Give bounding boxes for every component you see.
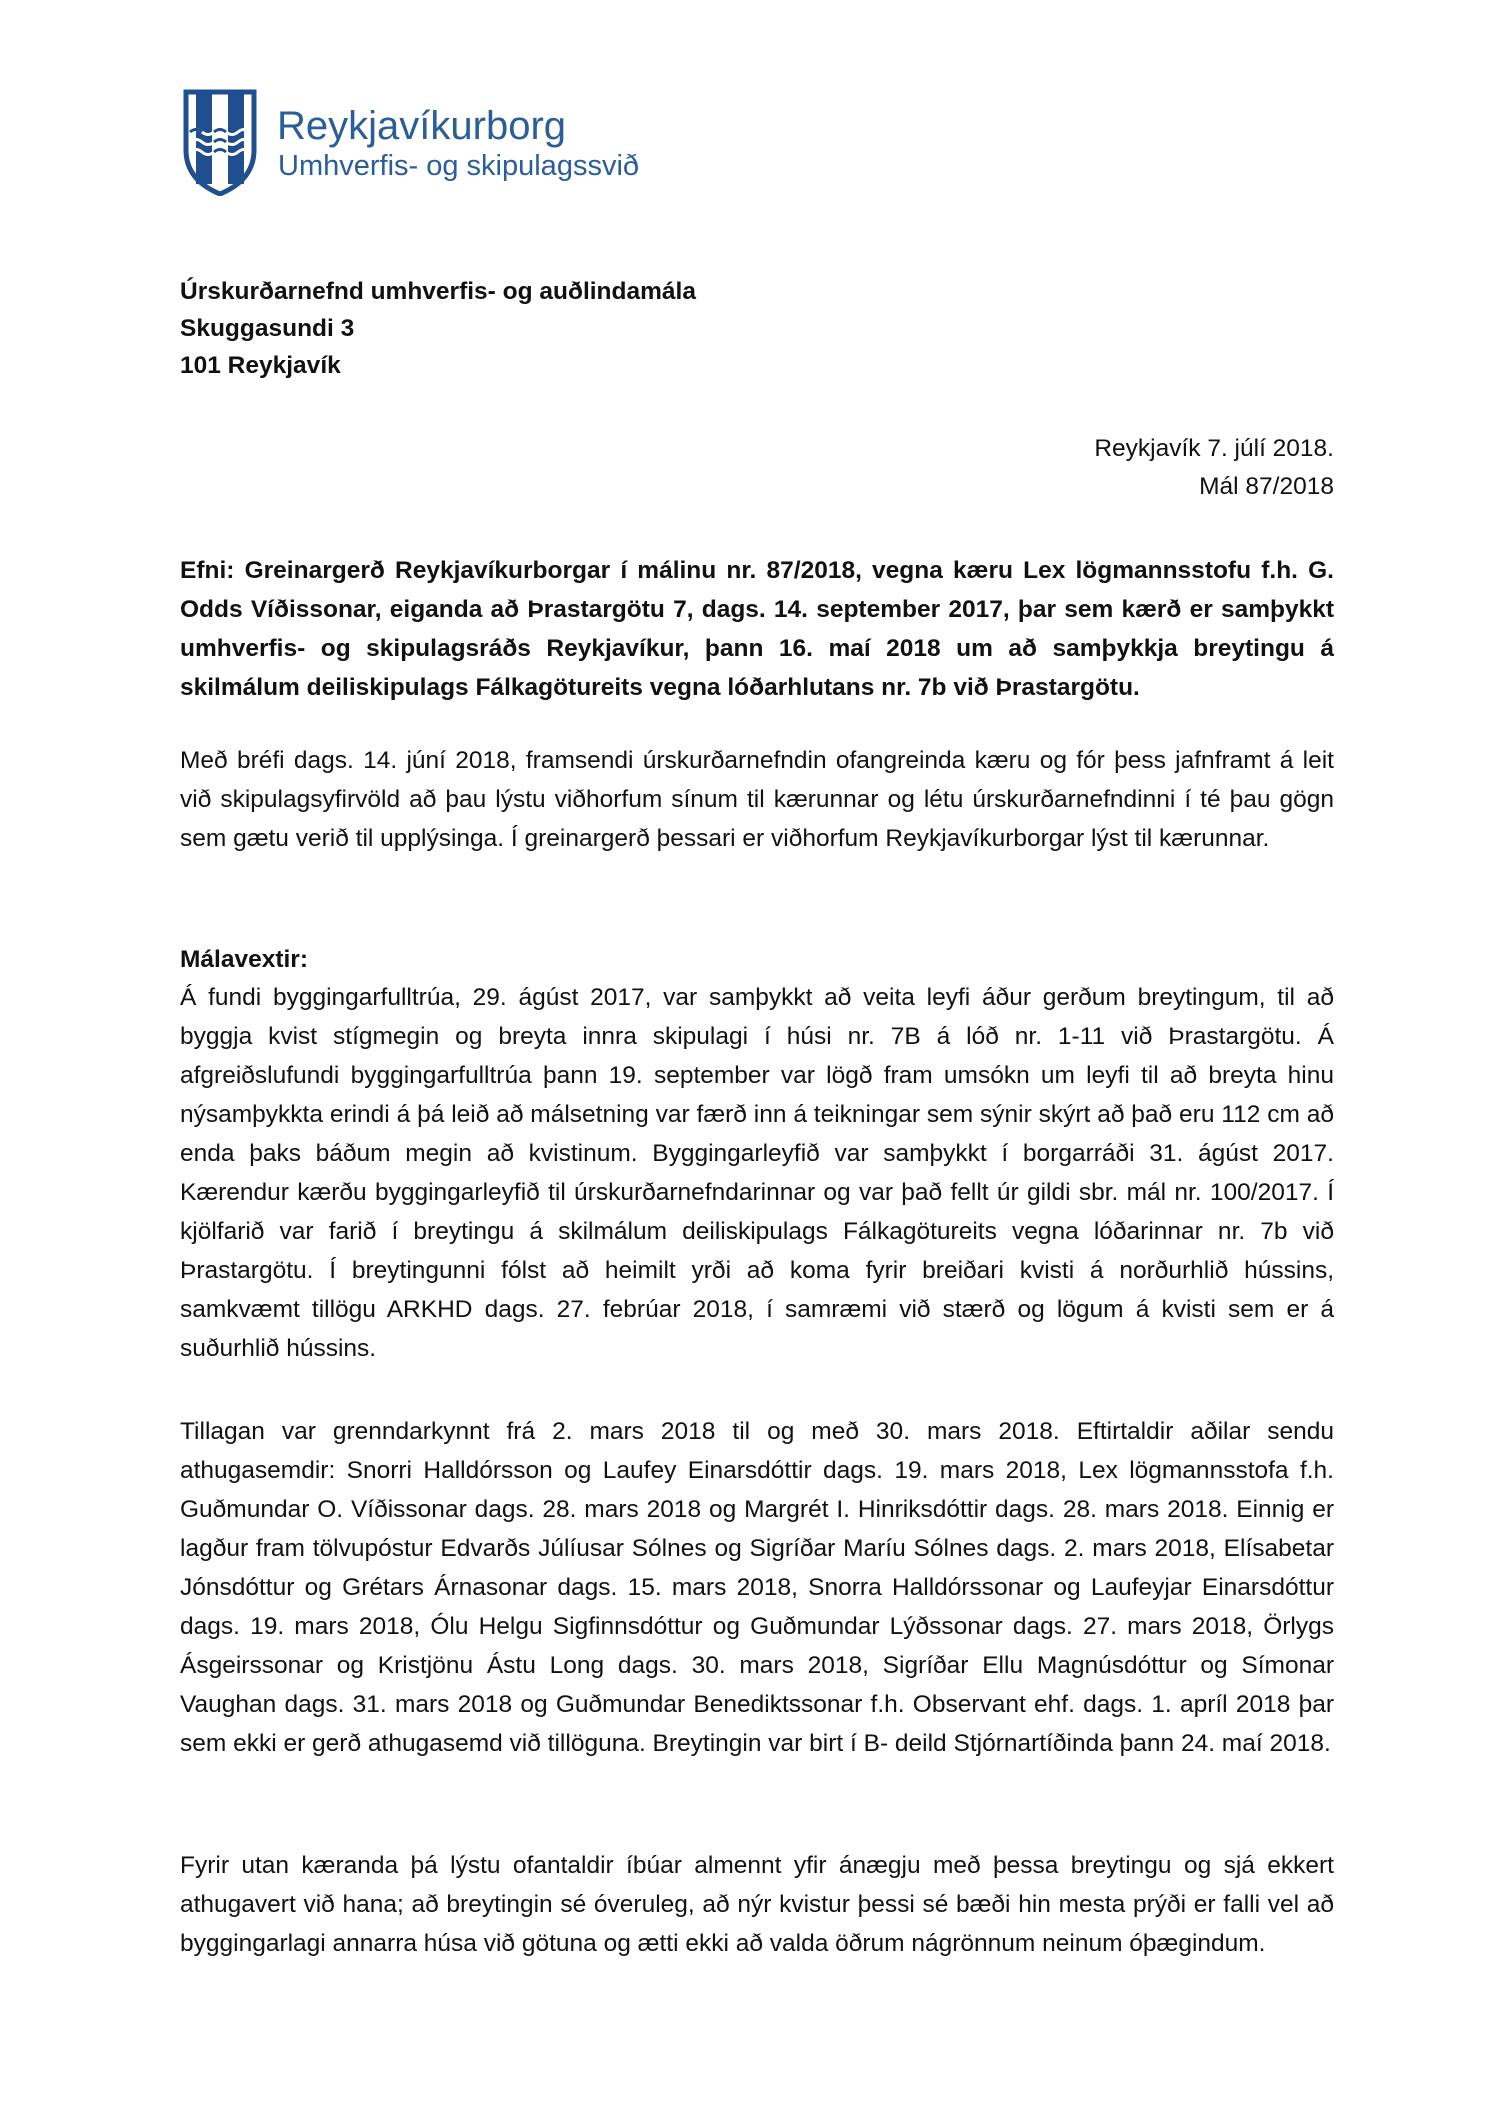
letter-date: Reykjavík 7. júlí 2018. — [1094, 435, 1334, 462]
recipient-address — [180, 273, 1334, 384]
logo — [182, 88, 640, 200]
body-paragraph-2: Á fundi byggingarfulltrúa, 29. ágúst 2017, var samþykkt að veita leyfi áður gerðum breytingum, til að byggja kvist stígmegin og breyta innra skipulagi í húsi nr. 7B á lóð nr. 1-11 við Þrastargötu. Á afgreiðslufundi byggingarfulltrúa þann 19. september var lögð fram umsókn um leyfi til að breyta hinu nýsamþykkta erindi á þá leið að málsetning var færð inn á teikningar sem sýnir skýrt að það eru 112 cm að enda þaks báðum megin að kvistinum. Byggingarleyfið var samþykkt í borgarráði 31. ágúst 2017. Kærendur kærðu byggingarleyfið til úrskurðarnefndarinnar og var það fellt úr gildi sbr. mál nr. 100/2017. Í kjölfarið var farið í breytingu á skilmálum deiliskipulags Fálkagötureits vegna lóðarinnar nr. 7b við Þrastargötu. Í breytingunni fólst að heimilt yrði að koma fyrir breiðari kvisti á norðurhlið hússins, samkvæmt tillögu ARKHD dags. 27. febrúar 2018, í samræmi við stærð og lögum á kvisti sem er á suðurhlið hússins. — [180, 984, 1334, 1362]
case-number: Mál 87/2018 — [1199, 473, 1334, 500]
recipient-line-2: Skuggasundi 3 — [180, 315, 355, 342]
logo-name: Reykjavíkurborg — [277, 104, 567, 148]
reykjavik-shield-icon — [182, 88, 258, 196]
date-block — [1094, 430, 1334, 506]
subject-line: Efni: Greinargerð Reykjavíkurborgar í málinu nr. 87/2018, vegna kæru Lex lögmannsstofu f.h. G. Odds Víðissonar, eiganda að Þrastargötu 7, dags. 14. september 2017, þar sem kærð er samþykkt umhverfis- og skipulagsráðs Reykjavíkur, þann 16. maí 2018 um að samþykkja breytingu á skilmálum deiliskipulags Fálkagötureits vegna lóðarhlutans nr. 7b við Þrastargötu. — [180, 557, 1334, 701]
body-paragraph-4: Fyrir utan kæranda þá lýstu ofantaldir íbúar almennt yfir ánægju með þessa breytingu og sjá ekkert athugavert við hana; að breytingin sé óveruleg, að nýr kvistur þessi sé bæði hin mesta prýði er falli vel að byggingarlagi annarra húsa við götuna og ætti ekki að valda öðrum nágrönnum neinum óþægindum. — [180, 1852, 1334, 1957]
recipient-line-1: Úrskurðarnefnd umhverfis- og auðlindamála — [180, 278, 696, 305]
logo-subtitle: Umhverfis- og skipulagssvið — [278, 150, 640, 182]
body-paragraph-1: Með bréfi dags. 14. júní 2018, framsendi úrskurðarnefndin ofangreinda kæru og fór þess jafnframt á leit við skipulagsyfirvöld að þau lýstu viðhorfum sínum til kærunnar og létu úrskurðarnefndinni í té þau gögn sem gætu verið til upplýsinga. Í greinargerð þessari er viðhorfum Reykjavíkurborgar lýst til kærunnar. — [180, 747, 1334, 852]
recipient-line-3: 101 Reykjavík — [180, 352, 341, 379]
body-paragraph-3: Tillagan var grenndarkynnt frá 2. mars 2018 til og með 30. mars 2018. Eftirtaldir aðilar sendu athugasemdir: Snorri Halldórsson og Laufey Einarsdóttir dags. 19. mars 2018, Lex lögmannsstofa f.h. Guðmundar O. Víðissonar dags. 28. mars 2018 og Margrét I. Hinriksdóttir dags. 28. mars 2018. Einnig er lagður fram tölvupóstur Edvarðs Júlíusar Sólnes og Sigríðar Maríu Sólnes dags. 2. mars 2018, Elísabetar Jónsdóttur og Grétars Árnasonar dags. 15. mars 2018, Snorra Halldórssonar og Laufeyjar Einarsdóttur dags. 19. mars 2018, Ólu Helgu Sigfinnsdóttur og Guðmundar Lýðssonar dags. 27. mars 2018, Örlygs Ásgeirssonar og Kristjönu Ástu Long dags. 30. mars 2018, Sigríðar Ellu Magnúsdóttur og Símonar Vaughan dags. 31. mars 2018 og Guðmundar Benediktssonar f.h. Observant ehf. dags. 1. apríl 2018 þar sem ekki er gerð athugasemd við tillöguna. Breytingin var birt í B- deild Stjórnartíðinda þann 24. maí 2018. — [180, 1418, 1334, 1757]
section-heading: Málavextir: — [180, 946, 309, 973]
